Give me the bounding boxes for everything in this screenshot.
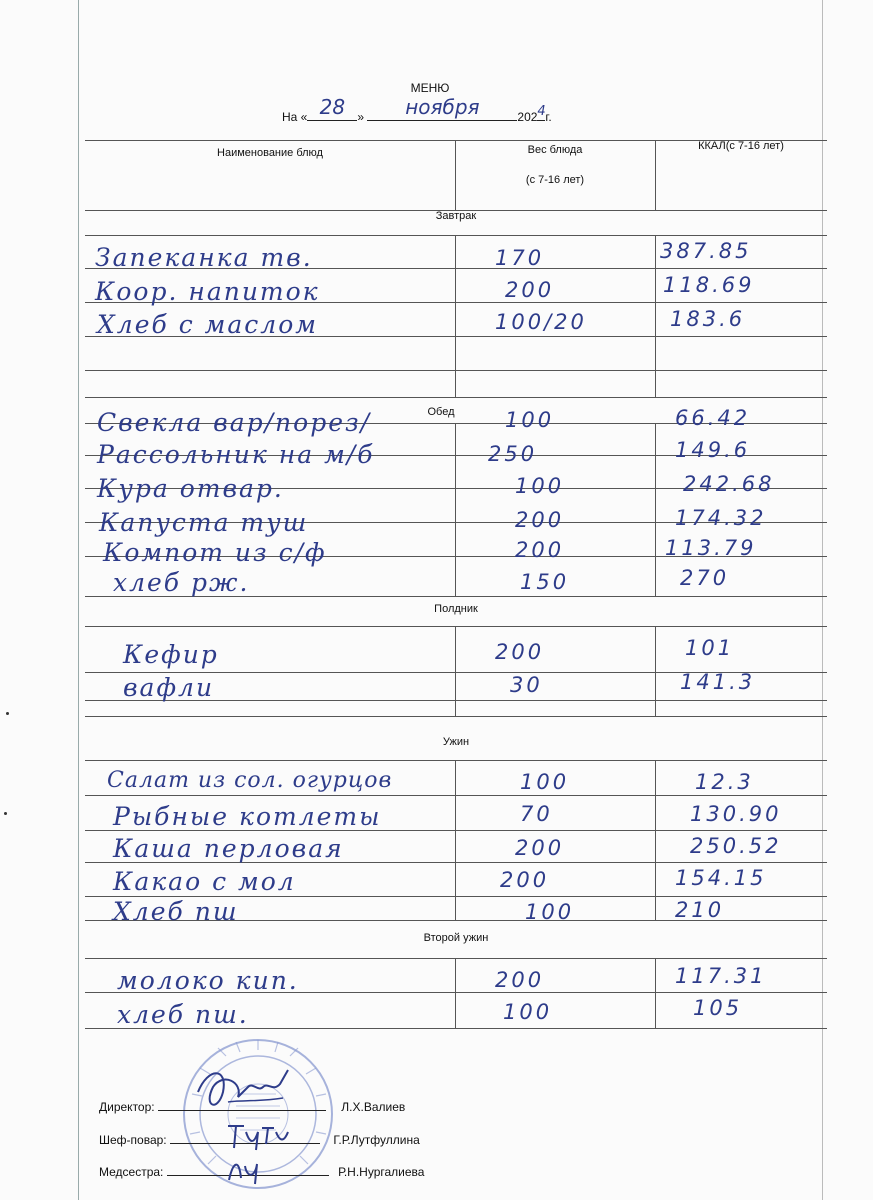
kcal-cell: 12.3 (695, 770, 754, 794)
header-dish: Наименование блюд (217, 147, 323, 159)
kcal-cell: 130.90 (690, 802, 782, 826)
kcal-cell: 141.3 (680, 670, 756, 694)
kcal-cell: 101 (685, 636, 735, 660)
header-kcal: ККАЛ(с 7-16 лет) (698, 140, 784, 152)
day-value: 28 (319, 95, 346, 119)
year-digit: 4 (537, 104, 546, 119)
dish-cell: Каша перловая (113, 834, 344, 863)
menu-table (85, 140, 827, 1055)
section-dinner: Ужин (442, 736, 470, 748)
header-weight: Вес блюда (527, 144, 583, 156)
header-weight-age: (с 7-16 лет) (525, 174, 585, 186)
kcal-cell: 242.68 (683, 472, 775, 496)
kcal-cell: 117.31 (675, 964, 767, 988)
weight-cell: 150 (520, 570, 570, 594)
col-divider (655, 626, 656, 716)
weight-cell: 250 (488, 442, 538, 466)
scan-left-edge (78, 0, 79, 1200)
date-line (282, 95, 552, 124)
weight-cell: 100 (503, 1000, 553, 1024)
col-divider (455, 235, 456, 397)
signature-name: Г.Р.Лутфуллина (333, 1133, 420, 1147)
col-divider (655, 958, 656, 1028)
weight-cell: 200 (505, 278, 555, 302)
signature-role: Директор: (99, 1100, 155, 1114)
scan-speck (4, 812, 7, 815)
dish-cell: хлеб пш. (117, 1000, 249, 1029)
kcal-cell: 113.79 (665, 536, 757, 560)
dish-cell: Коор. напиток (95, 277, 320, 306)
dish-cell: Салат из сол. огурцов (107, 768, 393, 793)
weight-cell: 100 (525, 900, 575, 924)
kcal-cell: 387.85 (660, 239, 752, 263)
kcal-cell: 105 (693, 996, 743, 1020)
date-prefix: На « (282, 110, 308, 124)
weight-cell: 30 (510, 673, 543, 697)
dish-cell: молоко кип. (117, 966, 299, 995)
col-divider (455, 958, 456, 1028)
month-value: ноября (405, 95, 480, 119)
nurse-signature-scribble (225, 1152, 265, 1186)
weight-cell: 200 (495, 968, 545, 992)
section-second-dinner: Второй ужин (423, 932, 489, 944)
weight-cell: 70 (520, 802, 553, 826)
kcal-cell: 149.6 (675, 438, 751, 462)
dish-cell: Компот из с/ф (103, 538, 327, 567)
weight-cell: 200 (515, 508, 565, 532)
weight-cell: 200 (515, 538, 565, 562)
row-line (85, 235, 827, 236)
section-snack: Полдник (434, 603, 478, 615)
row-line (85, 370, 827, 371)
kcal-cell: 210 (675, 898, 725, 922)
page-title: МЕНЮ (410, 81, 450, 95)
dish-cell: Рассольник на м/б (97, 440, 375, 469)
signature-name: Р.Н.Нургалиева (338, 1165, 425, 1179)
year-prefix: 202 (517, 110, 538, 124)
row-line (85, 795, 827, 796)
row-line (85, 716, 827, 717)
dish-cell: Рыбные котлеты (113, 802, 382, 831)
dish-cell: Кура отвар. (97, 474, 284, 503)
year-digit-field (537, 104, 546, 121)
signature-name: Л.Х.Валиев (341, 1100, 406, 1114)
dish-cell: Свекла вар/порез/ (97, 408, 372, 437)
date-mid: » (357, 110, 365, 124)
row-line (85, 397, 827, 398)
signature-role: Медсестра: (99, 1165, 164, 1179)
weight-cell: 100 (515, 474, 565, 498)
kcal-cell: 270 (680, 566, 730, 590)
weight-cell: 170 (495, 246, 545, 270)
section-breakfast: Завтрак (435, 210, 477, 222)
section-lunch: Обед (427, 406, 455, 418)
chef-signature-scribble (222, 1118, 292, 1154)
col-divider (655, 235, 656, 397)
dish-cell: Капуста туш (99, 508, 309, 537)
weight-cell: 100 (505, 408, 555, 432)
kcal-cell: 183.6 (670, 307, 746, 331)
kcal-cell: 250.52 (690, 834, 782, 858)
weight-cell: 200 (495, 640, 545, 664)
dish-cell: вафли (123, 673, 215, 702)
director-signature-scribble (188, 1062, 298, 1122)
col-divider (455, 423, 456, 596)
col-divider (655, 423, 656, 596)
dish-cell: Хлеб с маслом (97, 310, 318, 339)
kcal-cell: 118.69 (663, 273, 755, 297)
weight-cell: 200 (515, 836, 565, 860)
scan-speck (6, 712, 9, 715)
dish-cell: Какао с мол (113, 867, 296, 896)
kcal-cell: 154.15 (675, 866, 767, 890)
row-line (85, 958, 827, 959)
signature-role: Шеф-повар: (99, 1133, 167, 1147)
dish-cell: Кефир (123, 640, 219, 669)
kcal-cell: 174.32 (675, 506, 767, 530)
day-field (307, 95, 357, 121)
row-line (85, 626, 827, 627)
row-line (85, 760, 827, 761)
kcal-cell: 66.42 (675, 406, 751, 430)
col-divider (455, 626, 456, 716)
dish-cell: хлеб рж. (113, 568, 250, 597)
weight-cell: 100/20 (495, 310, 587, 334)
weight-cell: 100 (520, 770, 570, 794)
weight-cell: 200 (500, 868, 550, 892)
dish-cell: Запеканка тв. (95, 243, 313, 272)
month-field (367, 95, 517, 121)
year-suffix: г. (545, 110, 552, 124)
dish-cell: Хлеб пш (113, 897, 239, 926)
